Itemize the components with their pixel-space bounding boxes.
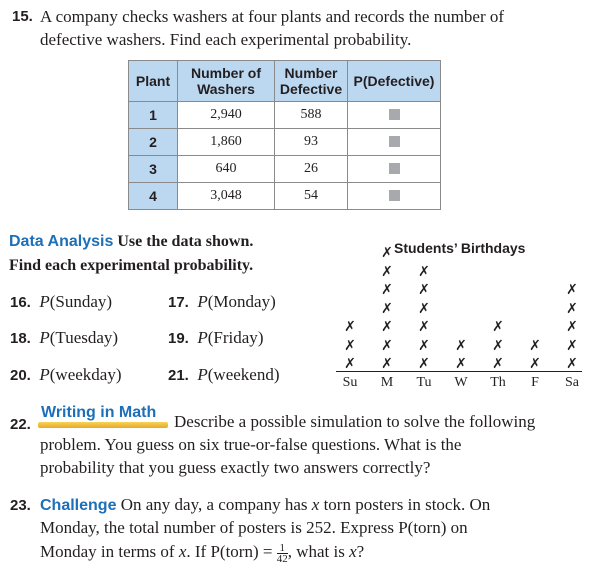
day-label-sa: Sa [565, 375, 579, 390]
exercise-20: 20. P(weekday) [10, 365, 122, 384]
washers-cell: 640 [178, 156, 275, 183]
dot-plot-mark: ✗ [566, 318, 578, 334]
dot-plot-mark: ✗ [492, 318, 504, 334]
answer-cell [348, 183, 441, 210]
problem-15-number: 15. [12, 8, 33, 25]
answer-box-icon [389, 109, 400, 120]
defective-cell: 26 [275, 156, 348, 183]
col-header-washers: Number of Washers [178, 61, 275, 102]
exercise-21: 21. P(weekend) [168, 365, 280, 384]
problem-22-number: 22. [10, 416, 31, 433]
dot-plot-mark: ✗ [418, 318, 430, 334]
answer-cell [348, 129, 441, 156]
data-analysis-line1: Use the data shown. [117, 233, 254, 250]
problem-22-line1: Describe a possible simulation to solve the following [174, 412, 536, 431]
defective-cell: 588 [275, 102, 348, 129]
plant-cell: 4 [129, 183, 178, 210]
col-header-plant: Plant [129, 61, 178, 102]
col-header-probability: P(Defective) [348, 61, 441, 102]
table-row [129, 129, 441, 156]
dot-plot-mark: ✗ [566, 355, 578, 371]
dot-plot-mark: ✗ [418, 281, 430, 297]
dot-plot-mark: ✗ [529, 336, 541, 353]
defective-cell: 93 [275, 129, 348, 156]
exercise-19: 19. P(Friday) [168, 328, 264, 347]
day-label-su: Su [342, 375, 358, 390]
dot-plot-mark: ✗ [418, 336, 430, 353]
washers-cell: 2,940 [178, 102, 275, 129]
dot-plot-mark: ✗ [492, 355, 504, 371]
problem-23-line1: Challenge On any day, a company has x torn posters in stock. On [40, 495, 491, 514]
dot-plot-mark: ✗ [381, 281, 393, 297]
plant-cell: 1 [129, 102, 178, 129]
answer-box-icon [389, 136, 400, 147]
plant-cell: 3 [129, 156, 178, 183]
dot-plot-mark: ✗ [344, 336, 356, 353]
dot-plot-axis-line [336, 371, 582, 372]
writing-in-math-label: Writing in Math [41, 404, 157, 421]
washers-cell: 1,860 [178, 129, 275, 156]
problem-22-line2: problem. You guess on six true-or-false questions. What is the [40, 435, 462, 454]
dot-plot-mark: ✗ [344, 355, 356, 371]
defective-cell: 54 [275, 183, 348, 210]
day-label-m: M [380, 375, 394, 390]
dot-plot-mark: ✗ [566, 299, 578, 316]
dot-plot-mark: ✗ [381, 299, 393, 316]
dot-plot-mark: ✗ [492, 336, 504, 353]
day-label-tu: Tu [416, 375, 432, 390]
answer-box-icon [389, 163, 400, 174]
challenge-label: Challenge [40, 497, 117, 514]
dot-plot-mark: ✗ [418, 355, 430, 371]
problem-22-line3: probability that you guess exactly two answers correctly? [40, 458, 431, 477]
dot-plot-mark: ✗ [381, 318, 393, 334]
dot-plot-mark: ✗ [455, 336, 467, 353]
problem-23-line3: Monday in terms of x. If P(torn) = $\frac{1}{42}$ , what is x? [40, 541, 365, 565]
answer-cell [348, 156, 441, 183]
dot-plot-mark: ✗ [529, 355, 541, 371]
problem-15-line1: A company checks washers at four plants and records the number of [40, 7, 505, 26]
problem-23-line2: Monday, the total number of posters is 252. Express P(torn) on [40, 518, 468, 537]
answer-box-icon [389, 190, 400, 201]
problem-23-number: 23. [10, 497, 31, 514]
table-row [129, 156, 441, 183]
dot-plot-mark: ✗ [381, 262, 393, 279]
dot-plot-mark: ✗ [566, 281, 578, 297]
chart-title: Students’ Birthdays [394, 240, 526, 256]
day-label-f: F [531, 375, 539, 390]
data-analysis-heading [9, 233, 253, 251]
washers-cell: 3,048 [178, 183, 275, 210]
table-row [129, 183, 441, 210]
exercise-18: 18. P(Tuesday) [10, 328, 119, 347]
dot-plot-mark: ✗ [455, 355, 467, 371]
dot-plot-mark: ✗ [566, 336, 578, 353]
dot-plot-mark: ✗ [344, 318, 356, 334]
fraction-one-over-42: $\frac{1}{42}$ [276, 541, 288, 565]
col-header-defective: Number Defective [275, 61, 348, 102]
p-torn-expression: P(torn) [398, 518, 447, 537]
plant-cell: 2 [129, 129, 178, 156]
exercise-17: 17. P(Monday) [168, 292, 276, 311]
day-label-th: Th [490, 375, 506, 390]
dot-plot-mark: ✗ [381, 336, 393, 353]
day-label-w: W [454, 375, 468, 390]
pencil-underline-icon [38, 422, 168, 428]
dot-plot-mark: ✗ [418, 299, 430, 316]
answer-cell [348, 102, 441, 129]
table-header-row [129, 61, 441, 102]
problem-15-line2: defective washers. Find each experimental probability. [40, 30, 412, 49]
data-analysis-line2: Find each experimental probability. [9, 257, 254, 274]
dot-plot-mark: ✗ [418, 262, 430, 279]
dot-plot-mark: ✗ [381, 244, 393, 260]
dot-plot-mark: ✗ [381, 355, 393, 371]
data-analysis-label: Data Analysis [9, 233, 114, 250]
exercise-16: 16. P(Sunday) [10, 292, 113, 311]
table-row [129, 102, 441, 129]
washer-table [128, 60, 441, 210]
